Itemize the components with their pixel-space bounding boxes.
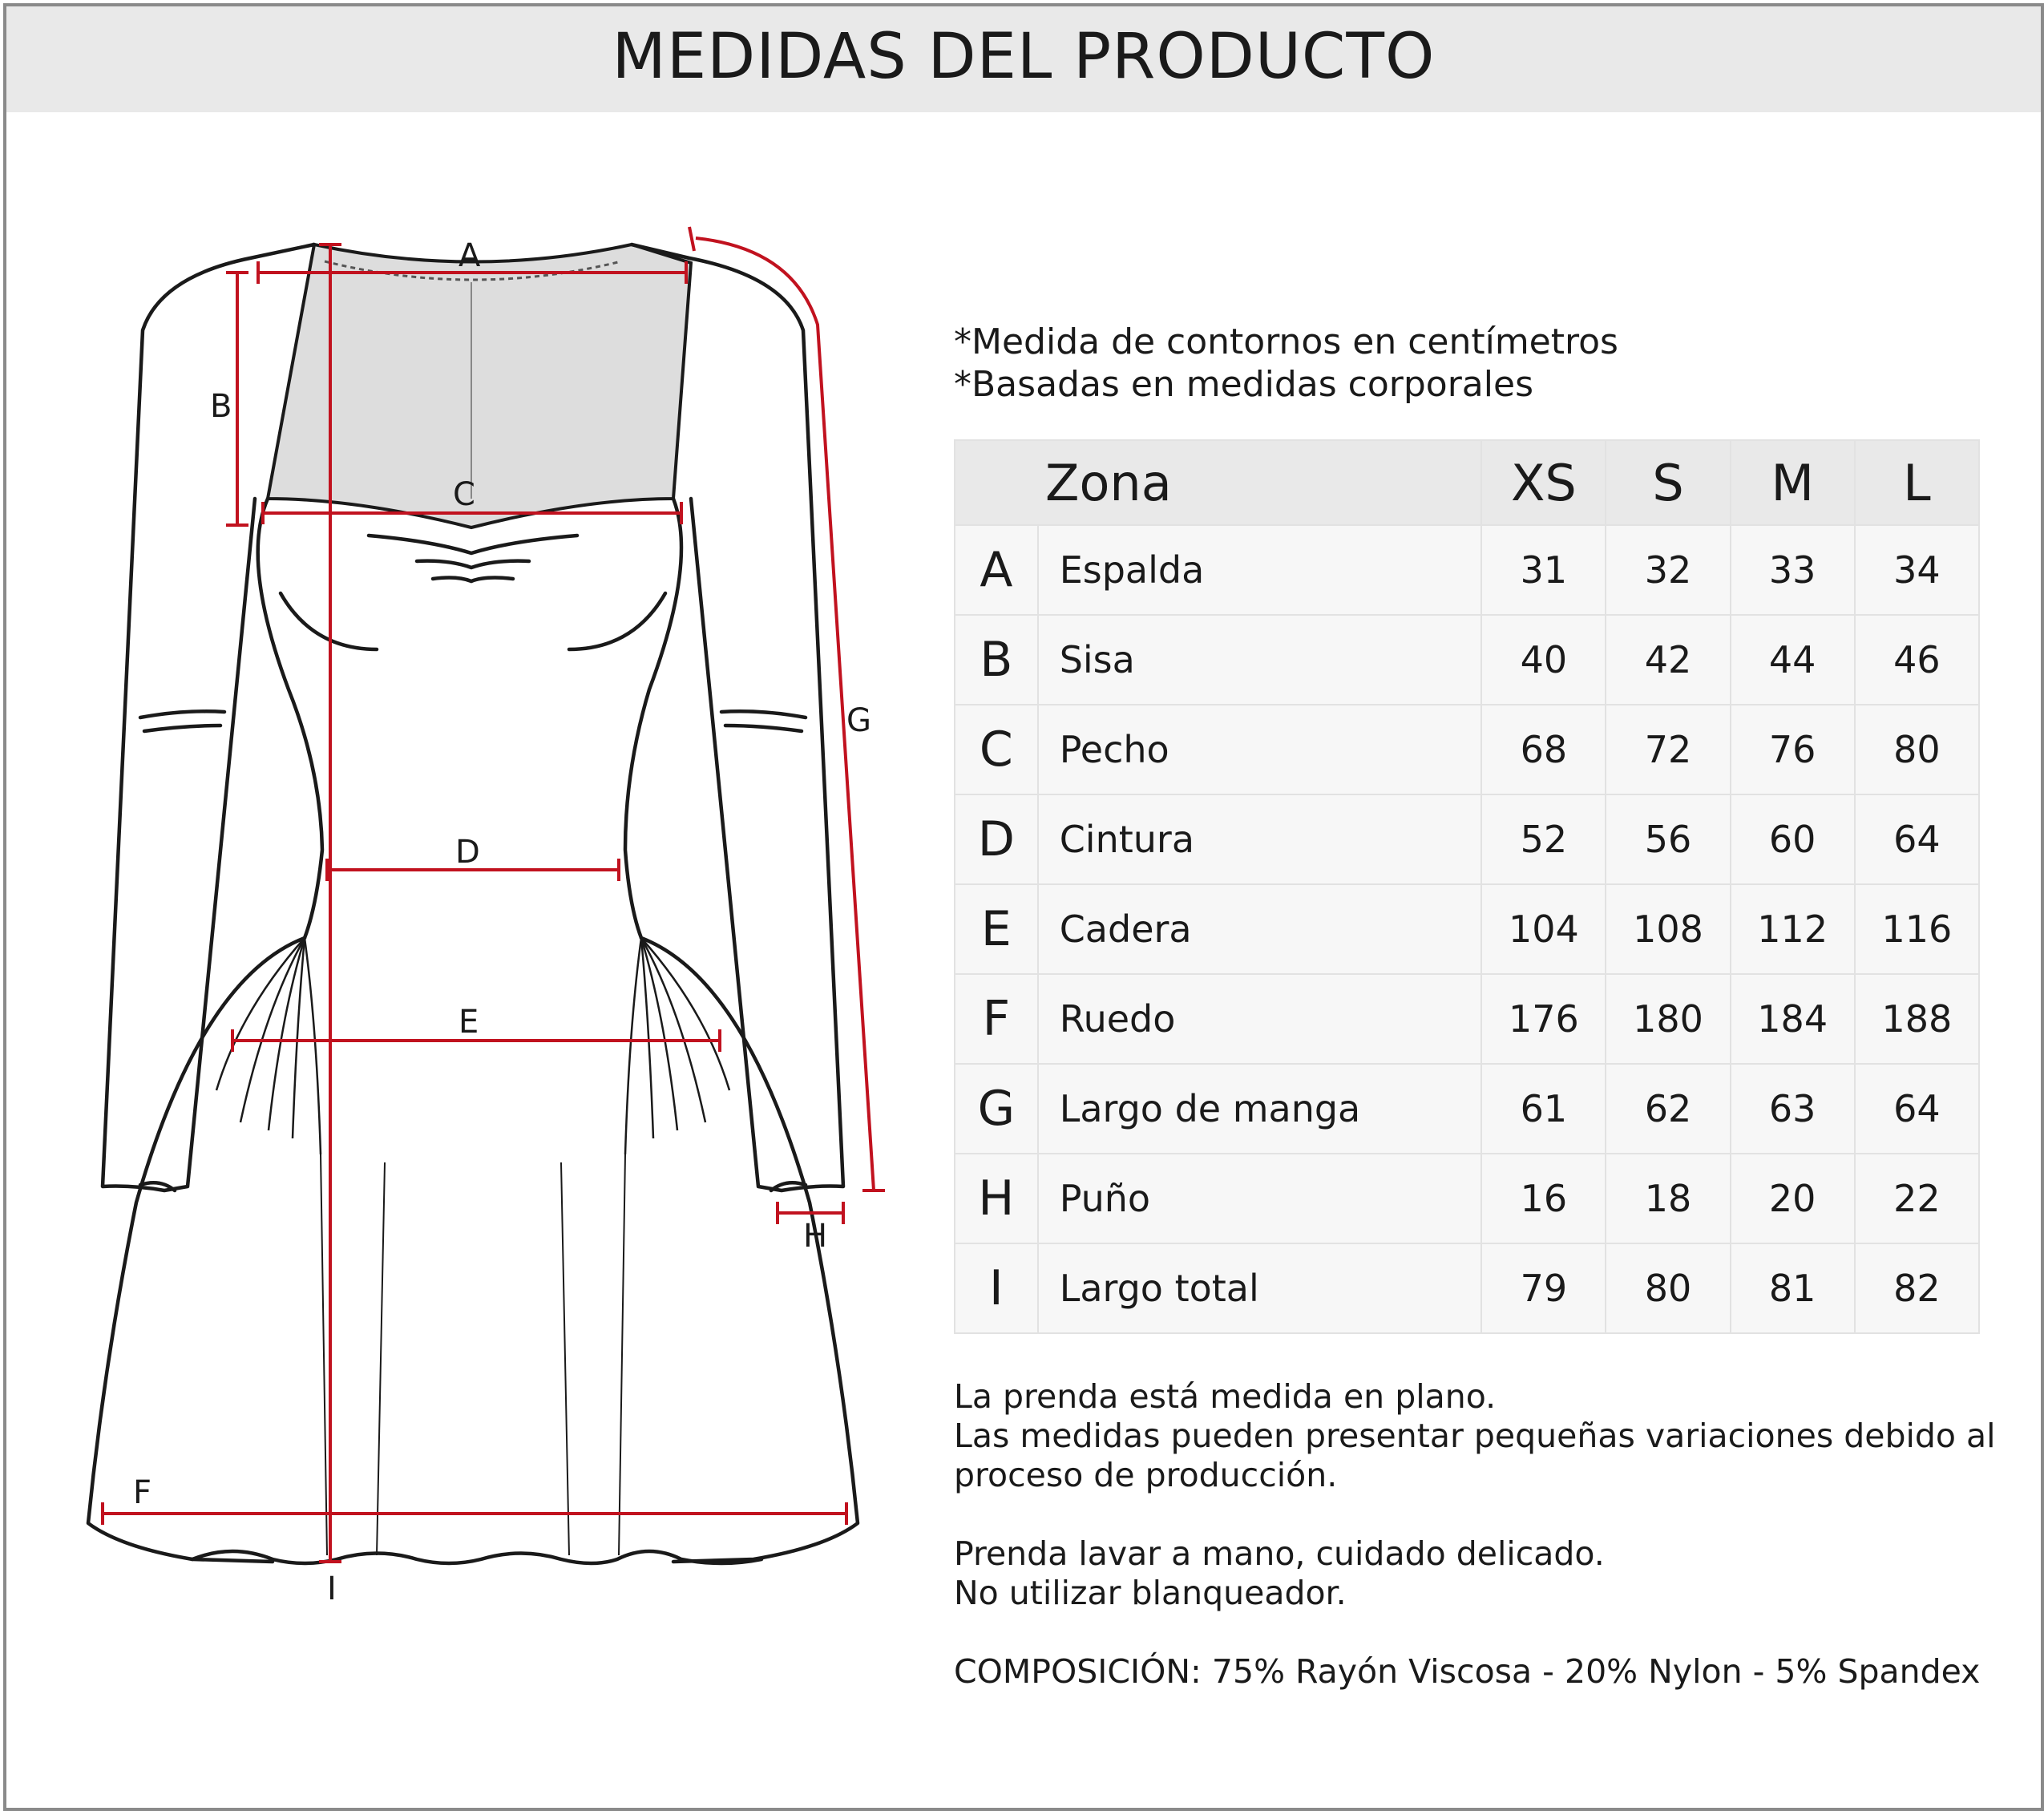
row-letter: I — [955, 1243, 1038, 1333]
table-row — [955, 974, 1979, 1064]
row-value: 32 — [1606, 525, 1730, 615]
row-value: 63 — [1731, 1064, 1855, 1154]
row-value: 20 — [1731, 1154, 1855, 1243]
header-size-s: S — [1606, 440, 1730, 525]
label-c: C — [453, 476, 475, 513]
note-body-measures: *Basadas en medidas corporales — [954, 364, 1533, 405]
label-d: D — [455, 834, 480, 871]
row-value: 76 — [1731, 705, 1855, 794]
row-zone: Pecho — [1038, 705, 1482, 794]
row-value: 22 — [1855, 1154, 1979, 1243]
row-letter: D — [955, 794, 1038, 884]
notes-top — [954, 321, 1618, 406]
table-row — [955, 705, 1979, 794]
note-bleach: No utilizar blanqueador. — [954, 1574, 1347, 1612]
label-e: E — [458, 1004, 479, 1041]
row-zone: Largo de manga — [1038, 1064, 1482, 1154]
row-value: 80 — [1606, 1243, 1730, 1333]
row-letter: G — [955, 1064, 1038, 1154]
size-table — [954, 439, 1980, 1334]
row-value: 61 — [1481, 1064, 1606, 1154]
table-row — [955, 525, 1979, 615]
row-zone: Cadera — [1038, 884, 1482, 974]
row-value: 34 — [1855, 525, 1979, 615]
row-zone: Espalda — [1038, 525, 1482, 615]
row-value: 82 — [1855, 1243, 1979, 1333]
label-h: H — [803, 1218, 828, 1255]
label-b: B — [210, 388, 232, 425]
row-value: 64 — [1855, 1064, 1979, 1154]
note-variations-cont: proceso de producción. — [954, 1456, 1338, 1494]
row-zone: Puño — [1038, 1154, 1482, 1243]
row-value: 180 — [1606, 974, 1730, 1064]
page-title: MEDIDAS DEL PRODUCTO — [612, 21, 1436, 93]
note-flat: La prenda está medida en plano. — [954, 1377, 1497, 1416]
row-letter: B — [955, 615, 1038, 705]
row-value: 112 — [1731, 884, 1855, 974]
note-variations: Las medidas pueden presentar pequeñas variaciones debido al — [954, 1417, 1996, 1455]
row-value: 79 — [1481, 1243, 1606, 1333]
row-letter: E — [955, 884, 1038, 974]
row-value: 80 — [1855, 705, 1979, 794]
header-size-xs: XS — [1481, 440, 1606, 525]
row-value: 46 — [1855, 615, 1979, 705]
table-row — [955, 1154, 1979, 1243]
row-value: 52 — [1481, 794, 1606, 884]
row-zone: Ruedo — [1038, 974, 1482, 1064]
row-zone: Largo total — [1038, 1243, 1482, 1333]
row-value: 60 — [1731, 794, 1855, 884]
label-a: A — [458, 237, 481, 274]
table-row — [955, 884, 1979, 974]
table-row — [955, 1064, 1979, 1154]
row-value: 44 — [1731, 615, 1855, 705]
notes-bottom — [954, 1377, 1996, 1692]
row-value: 16 — [1481, 1154, 1606, 1243]
row-value: 18 — [1606, 1154, 1730, 1243]
row-value: 40 — [1481, 615, 1606, 705]
header-size-m: M — [1731, 440, 1855, 525]
label-i: I — [327, 1570, 337, 1607]
row-value: 42 — [1606, 615, 1730, 705]
row-value: 81 — [1731, 1243, 1855, 1333]
row-value: 68 — [1481, 705, 1606, 794]
row-value: 188 — [1855, 974, 1979, 1064]
row-zone: Sisa — [1038, 615, 1482, 705]
row-value: 31 — [1481, 525, 1606, 615]
row-value: 62 — [1606, 1064, 1730, 1154]
row-value: 72 — [1606, 705, 1730, 794]
note-composition: COMPOSICIÓN: 75% Rayón Viscosa - 20% Nylon - 5% Spandex — [954, 1652, 1981, 1691]
dress-diagram — [0, 0, 898, 1811]
table-row — [955, 794, 1979, 884]
row-value: 64 — [1855, 794, 1979, 884]
row-zone: Cintura — [1038, 794, 1482, 884]
note-wash: Prenda lavar a mano, cuidado delicado. — [954, 1534, 1605, 1573]
header-size-l: L — [1855, 440, 1979, 525]
row-value: 33 — [1731, 525, 1855, 615]
row-letter: H — [955, 1154, 1038, 1243]
table-row — [955, 1243, 1979, 1333]
row-letter: A — [955, 525, 1038, 615]
row-value: 116 — [1855, 884, 1979, 974]
label-f: F — [133, 1474, 152, 1511]
row-value: 104 — [1481, 884, 1606, 974]
row-value: 56 — [1606, 794, 1730, 884]
row-value: 184 — [1731, 974, 1855, 1064]
label-g: G — [846, 702, 871, 739]
note-contours: *Medida de contornos en centímetros — [954, 321, 1618, 362]
header-zona: Zona — [955, 440, 1481, 525]
row-letter: C — [955, 705, 1038, 794]
table-row — [955, 615, 1979, 705]
table-header-row — [955, 440, 1979, 525]
row-letter: F — [955, 974, 1038, 1064]
row-value: 176 — [1481, 974, 1606, 1064]
row-value: 108 — [1606, 884, 1730, 974]
